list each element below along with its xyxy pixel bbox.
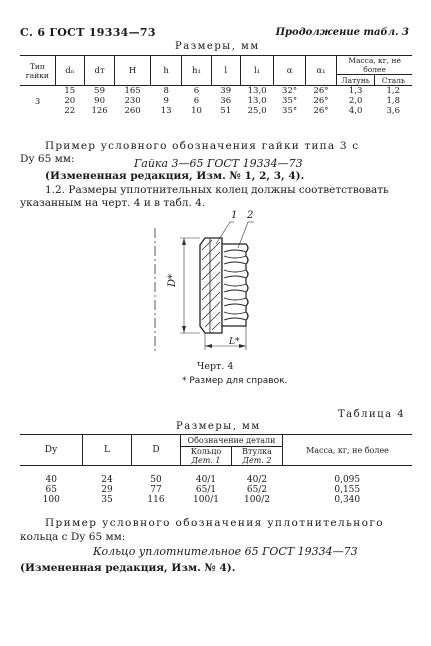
cell: 0,095	[334, 474, 361, 485]
col-dy: Dу	[20, 435, 83, 466]
table3-caption: Размеры, мм	[175, 41, 260, 52]
example1-line1: Пример условного обозначения гайки типа 3 с	[45, 140, 360, 152]
cell: 100/2	[244, 494, 270, 505]
cell: 22	[64, 106, 76, 116]
cell: 65/1	[195, 484, 217, 495]
table3	[20, 55, 412, 116]
col-h1: h₁	[182, 56, 211, 86]
type-value: 3	[34, 97, 41, 107]
cell: 0,340	[334, 494, 361, 505]
col-l: l	[211, 56, 240, 86]
col-brass: Латунь	[337, 75, 375, 86]
cell: 1,2	[386, 86, 401, 96]
example2-designation: Кольцо уплотнительное 65 ГОСТ 19334—73	[93, 545, 358, 558]
example2-line2: кольца с Dу 65 мм:	[20, 531, 126, 543]
drawing-4	[150, 208, 290, 368]
cell: 0,155	[334, 484, 361, 495]
dimension-D-label: D*	[167, 273, 178, 287]
col-alpha1: α₁	[305, 56, 336, 86]
cell: 39	[220, 86, 232, 96]
cell: 1,8	[386, 96, 401, 106]
table4-title: Таблица 4	[338, 409, 406, 420]
ring-label: Кольцо	[190, 447, 222, 456]
cell: 126	[91, 106, 108, 116]
drawing-footnote: * Размер для справок.	[182, 376, 288, 386]
col-mass: Масса, кг, не более	[337, 56, 412, 75]
table4	[20, 434, 412, 505]
cell: 1,3	[348, 86, 363, 96]
cell: 65/2	[246, 484, 268, 495]
cell: 10	[191, 106, 202, 116]
cell: 26°	[313, 86, 329, 96]
col-H: H	[115, 56, 151, 86]
cell: 13	[160, 106, 172, 116]
col-bushing	[232, 447, 283, 466]
cell: 165	[124, 86, 141, 96]
cell: 90	[94, 96, 105, 106]
col-dt: dт	[84, 56, 114, 86]
det1-label: Дет. 1	[191, 456, 221, 465]
revision-note-2: (Измененная редакция, Изм. № 4).	[20, 562, 236, 574]
cell: 100/1	[193, 494, 219, 505]
callout-2: 2	[247, 210, 254, 221]
cell: 77	[150, 484, 162, 495]
cell: 116	[147, 494, 165, 505]
example1-designation: Гайка 3—65 ГОСТ 19334—73	[134, 157, 303, 170]
table-continuation-label: Продолжение табл. 3	[275, 27, 409, 38]
revision-note-1: (Измененная редакция, Изм. № 1, 2, 3, 4).	[45, 170, 305, 182]
col-ring	[181, 447, 232, 466]
col-type: Тип гайки	[20, 56, 55, 86]
cell: 25,0	[247, 106, 267, 116]
drawing-caption: Черт. 4	[197, 361, 234, 372]
cell: 40/2	[246, 474, 268, 485]
col-mass: Масса, кг, не более	[283, 435, 413, 466]
col-designation: Обозначение детали	[181, 435, 283, 447]
cell: 6	[193, 96, 200, 106]
col-L: L	[83, 435, 132, 466]
col-dn: dₙ	[55, 56, 84, 86]
cell: 20	[64, 96, 76, 106]
bushing-label: Втулка	[242, 447, 272, 456]
cell: 32°	[282, 86, 298, 96]
cell: 100	[42, 494, 60, 505]
cell: 29	[101, 484, 113, 495]
col-D: D	[132, 435, 181, 466]
cell: 2,0	[348, 96, 363, 106]
cell: 13,0	[247, 96, 267, 106]
col-l1: l₁	[240, 56, 274, 86]
cell: 15	[64, 86, 76, 96]
cell: 8	[163, 86, 169, 96]
cell: 35°	[282, 106, 298, 116]
cell: 6	[193, 86, 200, 96]
cell: 50	[150, 474, 162, 485]
example2-line1: Пример условного обозначения уплотнительного	[45, 517, 384, 529]
cell: 40/1	[195, 474, 217, 485]
dimension-L-label: L*	[229, 337, 240, 347]
cell: 3,6	[386, 106, 401, 116]
cell: 24	[101, 474, 113, 485]
col-steel: Сталь	[375, 75, 412, 86]
col-alpha: α	[274, 56, 305, 86]
cell: 13,0	[247, 86, 267, 96]
col-h: h	[150, 56, 181, 86]
page-reference: С. 6 ГОСТ 19334—73	[20, 26, 156, 39]
cell: 36	[220, 96, 232, 106]
cell: 230	[124, 96, 141, 106]
cell: 35	[101, 494, 113, 505]
table4-caption: Размеры, мм	[176, 421, 261, 432]
cell: 9	[163, 96, 169, 106]
cell: 26°	[313, 96, 329, 106]
cell: 40	[45, 474, 57, 485]
det2-label: Дет. 2	[242, 456, 272, 465]
cell: 4,0	[348, 106, 363, 116]
cell: 260	[124, 106, 141, 116]
example1-line2: Dу 65 мм:	[20, 153, 75, 165]
cell: 51	[220, 106, 232, 116]
callout-1: 1	[231, 210, 238, 221]
clause-1-2-line2: указанным на черт. 4 и в табл. 4.	[20, 197, 206, 209]
cell: 59	[94, 86, 105, 96]
cell: 26°	[313, 106, 329, 116]
cell: 35°	[282, 96, 298, 106]
clause-1-2-line1: 1.2. Размеры уплотнительных колец должны соответствовать	[45, 184, 389, 196]
cell: 65	[45, 484, 57, 495]
